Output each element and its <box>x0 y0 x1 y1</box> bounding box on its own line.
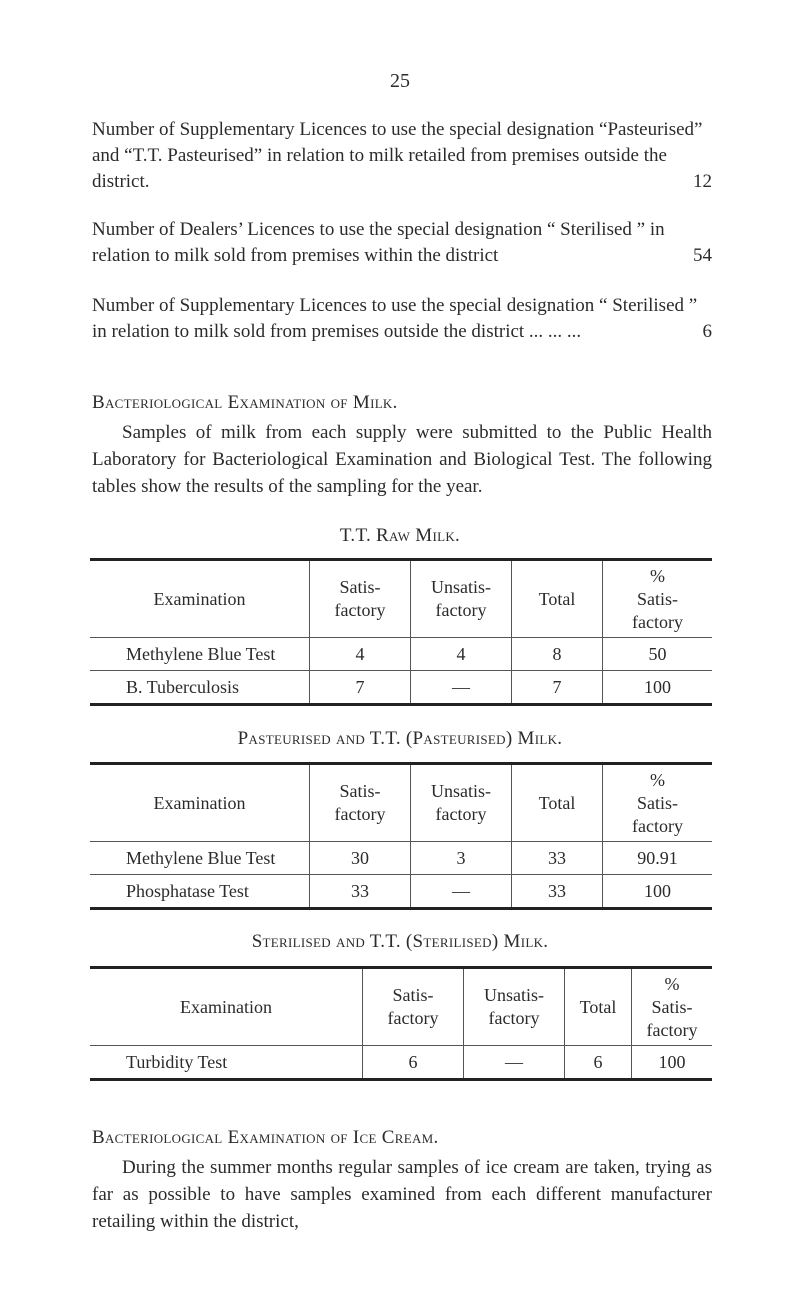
cell-unsatisfactory: — <box>464 1046 565 1080</box>
col-header-unsatisfactory: Unsatis- factory <box>464 968 565 1046</box>
table-row <box>90 638 712 671</box>
section-heading-ice-cream: Bacteriological Examination of Ice Cream. <box>92 1127 439 1148</box>
results-table-sterilised <box>90 966 712 1081</box>
cell-percent: 50 <box>603 638 713 671</box>
results-table-pasteurised <box>90 762 712 910</box>
page-number: 25 <box>390 70 410 92</box>
cell-percent: 100 <box>603 671 713 705</box>
licence-entry-value: 12 <box>693 171 712 192</box>
licence-entry-text: Number of Supplementary Licences to use the special designation “ Sterilised ” in relation to milk sold from premises outside the district ... ... ... <box>92 295 698 342</box>
col-header-satisfactory: Satis- factory <box>310 560 411 638</box>
cell-unsatisfactory: 3 <box>411 842 512 875</box>
table-row <box>90 671 712 705</box>
cell-examination: Methylene Blue Test <box>90 842 310 875</box>
milk-paragraph: Samples of milk from each supply were submitted to the Public Health Laboratory for Bacteriological Examination and Biological Test. The following tables show the results of the sampling for the year. <box>92 422 712 497</box>
licence-entry-value: 6 <box>702 321 712 342</box>
cell-total: 7 <box>512 671 603 705</box>
table-title: Sterilised and T.T. (Sterilised) Milk. <box>251 931 549 952</box>
col-header-unsatisfactory: Unsatis- factory <box>411 764 512 842</box>
licence-entry-value: 54 <box>693 245 712 266</box>
col-header-unsatisfactory: Unsatis- factory <box>411 560 512 638</box>
cell-examination: B. Tuberculosis <box>90 671 310 705</box>
table-row <box>90 875 712 909</box>
licence-entry <box>92 293 712 345</box>
col-header-satisfactory: Satis- factory <box>363 968 464 1046</box>
col-header-examination: Examination <box>90 968 363 1046</box>
col-header-examination: Examination <box>90 560 310 638</box>
col-header-satisfactory: Satis- factory <box>310 764 411 842</box>
col-header-percent: % Satis- factory <box>632 968 713 1046</box>
cell-examination: Phosphatase Test <box>90 875 310 909</box>
licence-entry <box>92 217 712 269</box>
cell-total: 8 <box>512 638 603 671</box>
table-row <box>90 1046 712 1080</box>
cell-total: 33 <box>512 842 603 875</box>
cell-percent: 100 <box>632 1046 713 1080</box>
cell-satisfactory: 6 <box>363 1046 464 1080</box>
licence-entry-text: Number of Supplementary Licences to use the special designation “Pasteurised” and “T.T. Pasteurised” in relation to milk retailed from premises outside the district. <box>92 119 703 192</box>
ice-cream-paragraph: During the summer months regular samples of ice cream are taken, trying as far as possible to have samples examined from each different manufacturer retailing within the district, <box>92 1157 712 1232</box>
col-header-total: Total <box>565 968 632 1046</box>
table-title: Pasteurised and T.T. (Pasteurised) Milk. <box>237 728 563 749</box>
cell-percent: 100 <box>603 875 713 909</box>
table-row <box>90 842 712 875</box>
cell-satisfactory: 7 <box>310 671 411 705</box>
table-title: T.T. Raw Milk. <box>339 525 461 546</box>
col-header-percent: % Satis- factory <box>603 560 713 638</box>
licence-entry-text: Number of Dealers’ Licences to use the special designation “ Sterilised ” in relation to milk sold from premises within the district <box>92 219 665 266</box>
col-header-examination: Examination <box>90 764 310 842</box>
section-heading-milk: Bacteriological Examination of Milk. <box>92 392 398 413</box>
licence-entry <box>92 117 712 195</box>
col-header-total: Total <box>512 560 603 638</box>
cell-unsatisfactory: — <box>411 671 512 705</box>
col-header-total: Total <box>512 764 603 842</box>
results-table-tt-raw <box>90 558 712 706</box>
cell-unsatisfactory: 4 <box>411 638 512 671</box>
col-header-percent: % Satis- factory <box>603 764 713 842</box>
cell-satisfactory: 4 <box>310 638 411 671</box>
cell-unsatisfactory: — <box>411 875 512 909</box>
cell-total: 33 <box>512 875 603 909</box>
cell-examination: Turbidity Test <box>90 1046 363 1080</box>
cell-percent: 90.91 <box>603 842 713 875</box>
cell-total: 6 <box>565 1046 632 1080</box>
cell-satisfactory: 30 <box>310 842 411 875</box>
cell-satisfactory: 33 <box>310 875 411 909</box>
cell-examination: Methylene Blue Test <box>90 638 310 671</box>
